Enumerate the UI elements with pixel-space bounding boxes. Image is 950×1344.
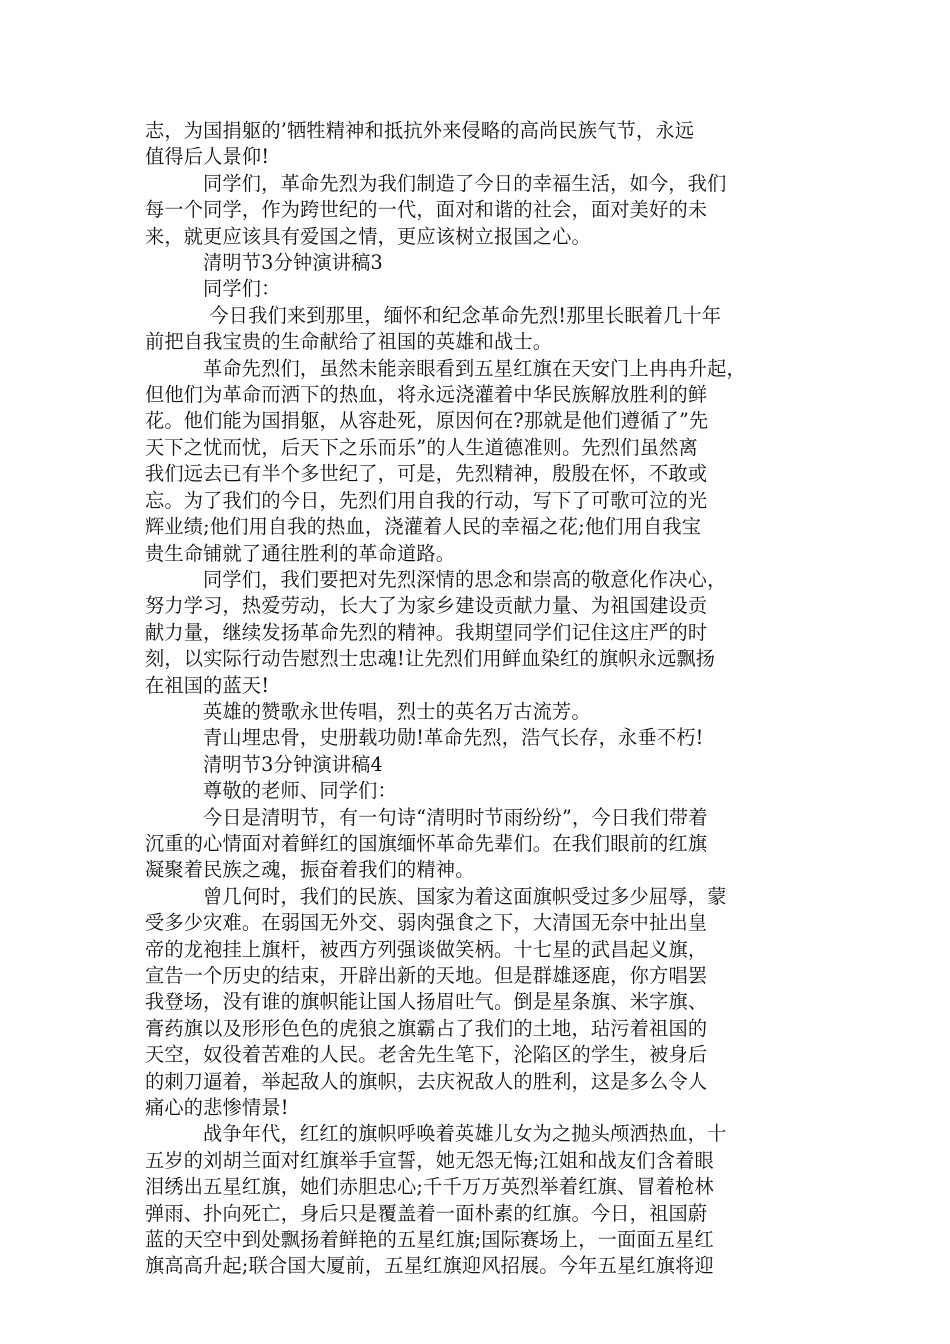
text-line: 辉业绩;他们用自我的热血，浇灌着人民的幸福之花;他们用自我宝 [145,515,702,539]
text-line: 同学们，我们要把对先烈深情的思念和崇高的敬意化作决心， [203,567,727,591]
text-line: 努力学习，热爱劳动，长大了为家乡建设贡献力量、为祖国建设贡 [145,594,708,618]
text-line: 革命先烈们，虽然未能亲眼看到五星红旗在天安门上冉冉升起， [203,356,746,380]
text-line: 在祖国的蓝天! [145,673,270,697]
text-line: 清明节3分钟演讲稿3 [203,251,383,275]
text-line: 痛心的悲惨情景! [145,1096,289,1120]
text-line: 我们远去已有半个多世纪了，可是，先烈精神，殷殷在怀，不敢或 [145,462,708,486]
text-line: 泪绣出五星红旗，她们赤胆忠心;千千万万英烈举着红旗、冒着枪林 [145,1175,714,1199]
text-line: 旗高高升起;联合国大厦前，五星红旗迎风招展。今年五星红旗将迎 [145,1254,714,1278]
text-line: 来，就更应该具有爱国之情，更应该树立报国之心。 [145,224,591,248]
text-line: 花。他们能为国捐躯，从容赴死，原因何在?那就是他们遵循了”先 [145,409,709,433]
text-line: 英雄的赞歌永世传唱，烈士的英名万古流芳。 [203,699,591,723]
text-line: 五岁的刘胡兰面对红旗举手宣誓，她无怨无悔;江姐和战友们含着眼 [145,1148,714,1172]
document-body [145,118,815,1280]
text-line: 青山埋忠骨，史册载功勋!革命先烈，浩气长存，永垂不朽! [203,726,704,750]
text-line: 每一个同学，作为跨世纪的一代，面对和谐的社会，面对美好的未 [145,198,708,222]
text-line: 贵生命铺就了通往胜利的革命道路。 [145,541,456,565]
text-line: 清明节3分钟演讲稿4 [203,752,383,776]
text-line: 曾几何时，我们的民族、国家为着这面旗帜受过多少屈辱，蒙 [203,884,727,908]
text-line: 同学们： [203,277,281,301]
text-line: 尊敬的老师、同学们： [203,779,397,803]
text-line: 今日我们来到那里，缅怀和纪念革命先烈!那里长眠着几十年 [203,303,722,327]
text-line: 值得后人景仰! [145,145,270,169]
text-line: 宣告一个历史的结束，开辟出新的天地。但是群雄逐鹿，你方唱罢 [145,964,708,987]
text-line: 献力量，继续发扬革命先烈的精神。我期望同学们记住这庄严的时 [145,620,708,644]
text-line: 同学们，革命先烈为我们制造了今日的幸福生活，如今，我们 [203,171,727,195]
text-line: 弹雨、扑向死亡，身后只是覆盖着一面朴素的红旗。今日，祖国蔚 [145,1201,708,1225]
text-line: 志，为国捐躯的’牺牲精神和抵抗外来侵略的高尚民族气节，永远 [145,119,695,142]
text-line: 膏药旗以及形形色色的虎狼之旗霸占了我们的土地，玷污着祖国的 [145,1016,708,1040]
text-line: 受多少灾难。在弱国无外交、弱肉强食之下，大清国无奈中扯出皇 [145,911,708,935]
text-line: 我登场，没有谁的旗帜能让国人扬眉吐气。倒是星条旗、米字旗、 [145,990,708,1014]
text-line: 今日是清明节，有一句诗“清明时节雨纷纷”，今日我们带着 [203,805,708,829]
text-line: 的刺刀逼着，举起敌人的旗帜，去庆祝敌人的胜利，这是多么令人 [145,1069,708,1093]
text-line: 凝聚着民族之魂，振奋着我们的精神。 [145,858,475,882]
text-line: 忘。为了我们的今日，先烈们用自我的行动，写下了可歌可泣的光 [145,488,708,512]
text-line: 帝的龙袍挂上旗杆，被西方列强谈做笑柄。十七星的武昌起义旗， [145,937,708,961]
text-line: 刻，以实际行动告慰烈士忠魂!让先烈们用鲜血染红的旗帜永远飘扬 [145,647,716,671]
text-line: 战争年代，红红的旗帜呼唤着英雄儿女为之抛头颅洒热血，十 [203,1122,727,1146]
text-line: 蓝的天空中到处飘扬着鲜艳的五星红旗;国际赛场上，一面面五星红 [145,1228,714,1252]
text-line: 天下之忧而忧，后天下之乐而乐”的人生道德准则。先烈们虽然离 [145,435,698,459]
text-line: 沉重的心情面对着鲜红的国旗缅怀革命先辈们。在我们眼前的红旗 [145,831,708,855]
text-line: 但他们为革命而洒下的热血，将永远浇灌着中华民族解放胜利的鲜 [145,383,708,407]
text-line: 前把自我宝贵的生命献给了祖国的英雄和战士。 [145,330,553,354]
text-line: 天空，奴役着苦难的人民。老舍先生笔下，沦陷区的学生，被身后 [145,1043,708,1067]
